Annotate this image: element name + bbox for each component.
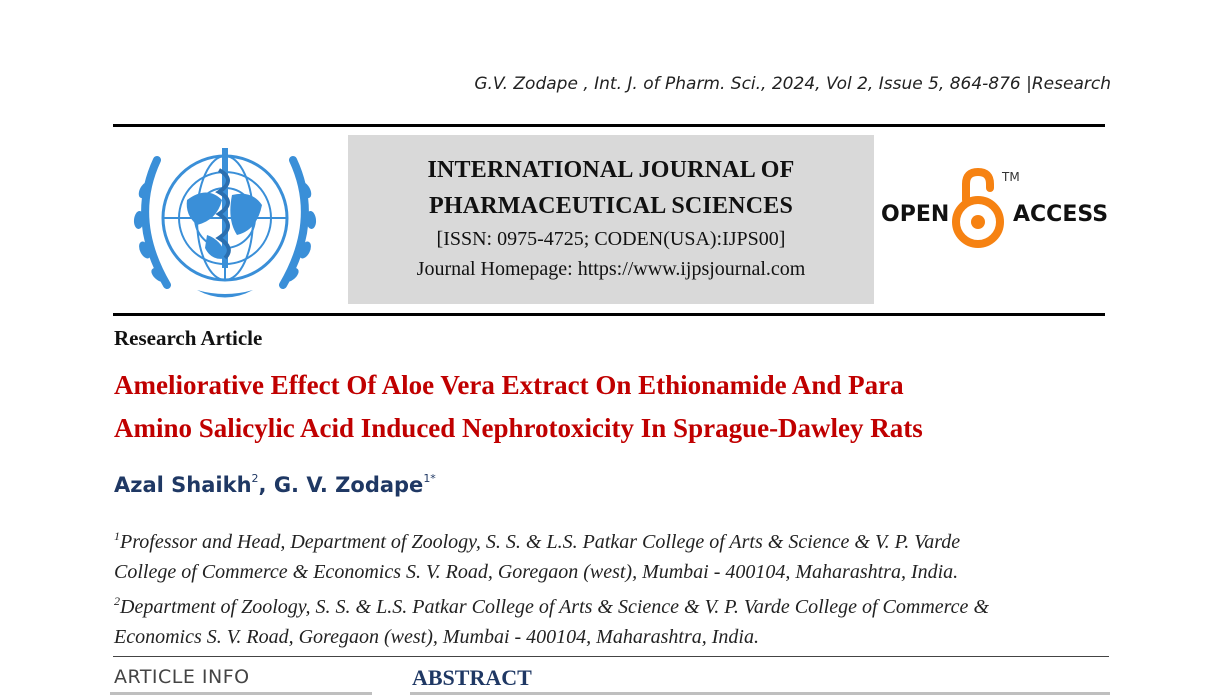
journal-name-line2: PHARMACEUTICAL SCIENCES (429, 193, 793, 219)
who-emblem-logo (127, 140, 324, 305)
section-divider (113, 656, 1109, 657)
author-list (114, 472, 436, 497)
article-title-line2: Amino Salicylic Acid Induced Nephrotoxicity In Sprague-Dawley Rats (114, 413, 923, 443)
article-type: Research Article (114, 326, 263, 350)
affiliation-item (114, 522, 1114, 558)
journal-name (348, 152, 874, 224)
affiliations (114, 522, 1114, 652)
journal-banner (348, 135, 874, 304)
author-affiliation-mark: 1* (423, 472, 436, 485)
author-affiliation-mark: 2 (251, 472, 259, 485)
affiliation-line: Professor and Head, Department of Zoology, S. S. & L.S. Patkar College of Arts & Science & V. P. Varde (120, 531, 961, 553)
author-name[interactable]: G. V. Zodape (273, 473, 424, 497)
open-access-access-text: ACCESS (1013, 202, 1109, 227)
top-rule (113, 124, 1105, 127)
journal-name-line1: INTERNATIONAL JOURNAL OF (427, 157, 795, 183)
author-name[interactable]: Azal Shaikh (114, 473, 252, 497)
journal-issn: [ISSN: 0975-4725; CODEN(USA):IJPS00] (436, 228, 786, 250)
affiliation-mark: 2 (114, 594, 120, 608)
open-access-lock-icon (952, 166, 1004, 252)
open-access-open-text: OPEN (881, 202, 950, 227)
open-access-tm: TM (1002, 170, 1020, 184)
affiliation-line: College of Commerce & Economics S. V. Road, Goregaon (west), Mumbai - 400104, Maharashtra, India. (114, 560, 959, 583)
article-info-heading: ARTICLE INFO (114, 666, 250, 688)
banner-bottom-rule (113, 313, 1105, 316)
author-separator: , (258, 473, 274, 497)
journal-homepage: Journal Homepage: https://www.ijpsjournal.com (416, 258, 806, 280)
article-title-line1: Ameliorative Effect Of Aloe Vera Extract On Ethionamide And Para (114, 370, 904, 400)
affiliation-mark: 1 (114, 529, 120, 543)
running-header: G.V. Zodape , Int. J. of Pharm. Sci., 2024, Vol 2, Issue 5, 864-876 |Research (474, 74, 1111, 94)
affiliation-line: Department of Zoology, S. S. & L.S. Patkar College of Arts & Science & V. P. Varde College of Commerce & (120, 596, 989, 618)
article-title (114, 364, 1114, 450)
affiliation-line: Economics S. V. Road, Goregaon (west), Mumbai - 400104, Maharashtra, India. (114, 625, 759, 648)
abstract-heading: ABSTRACT (412, 665, 532, 690)
affiliation-item (114, 587, 1114, 623)
